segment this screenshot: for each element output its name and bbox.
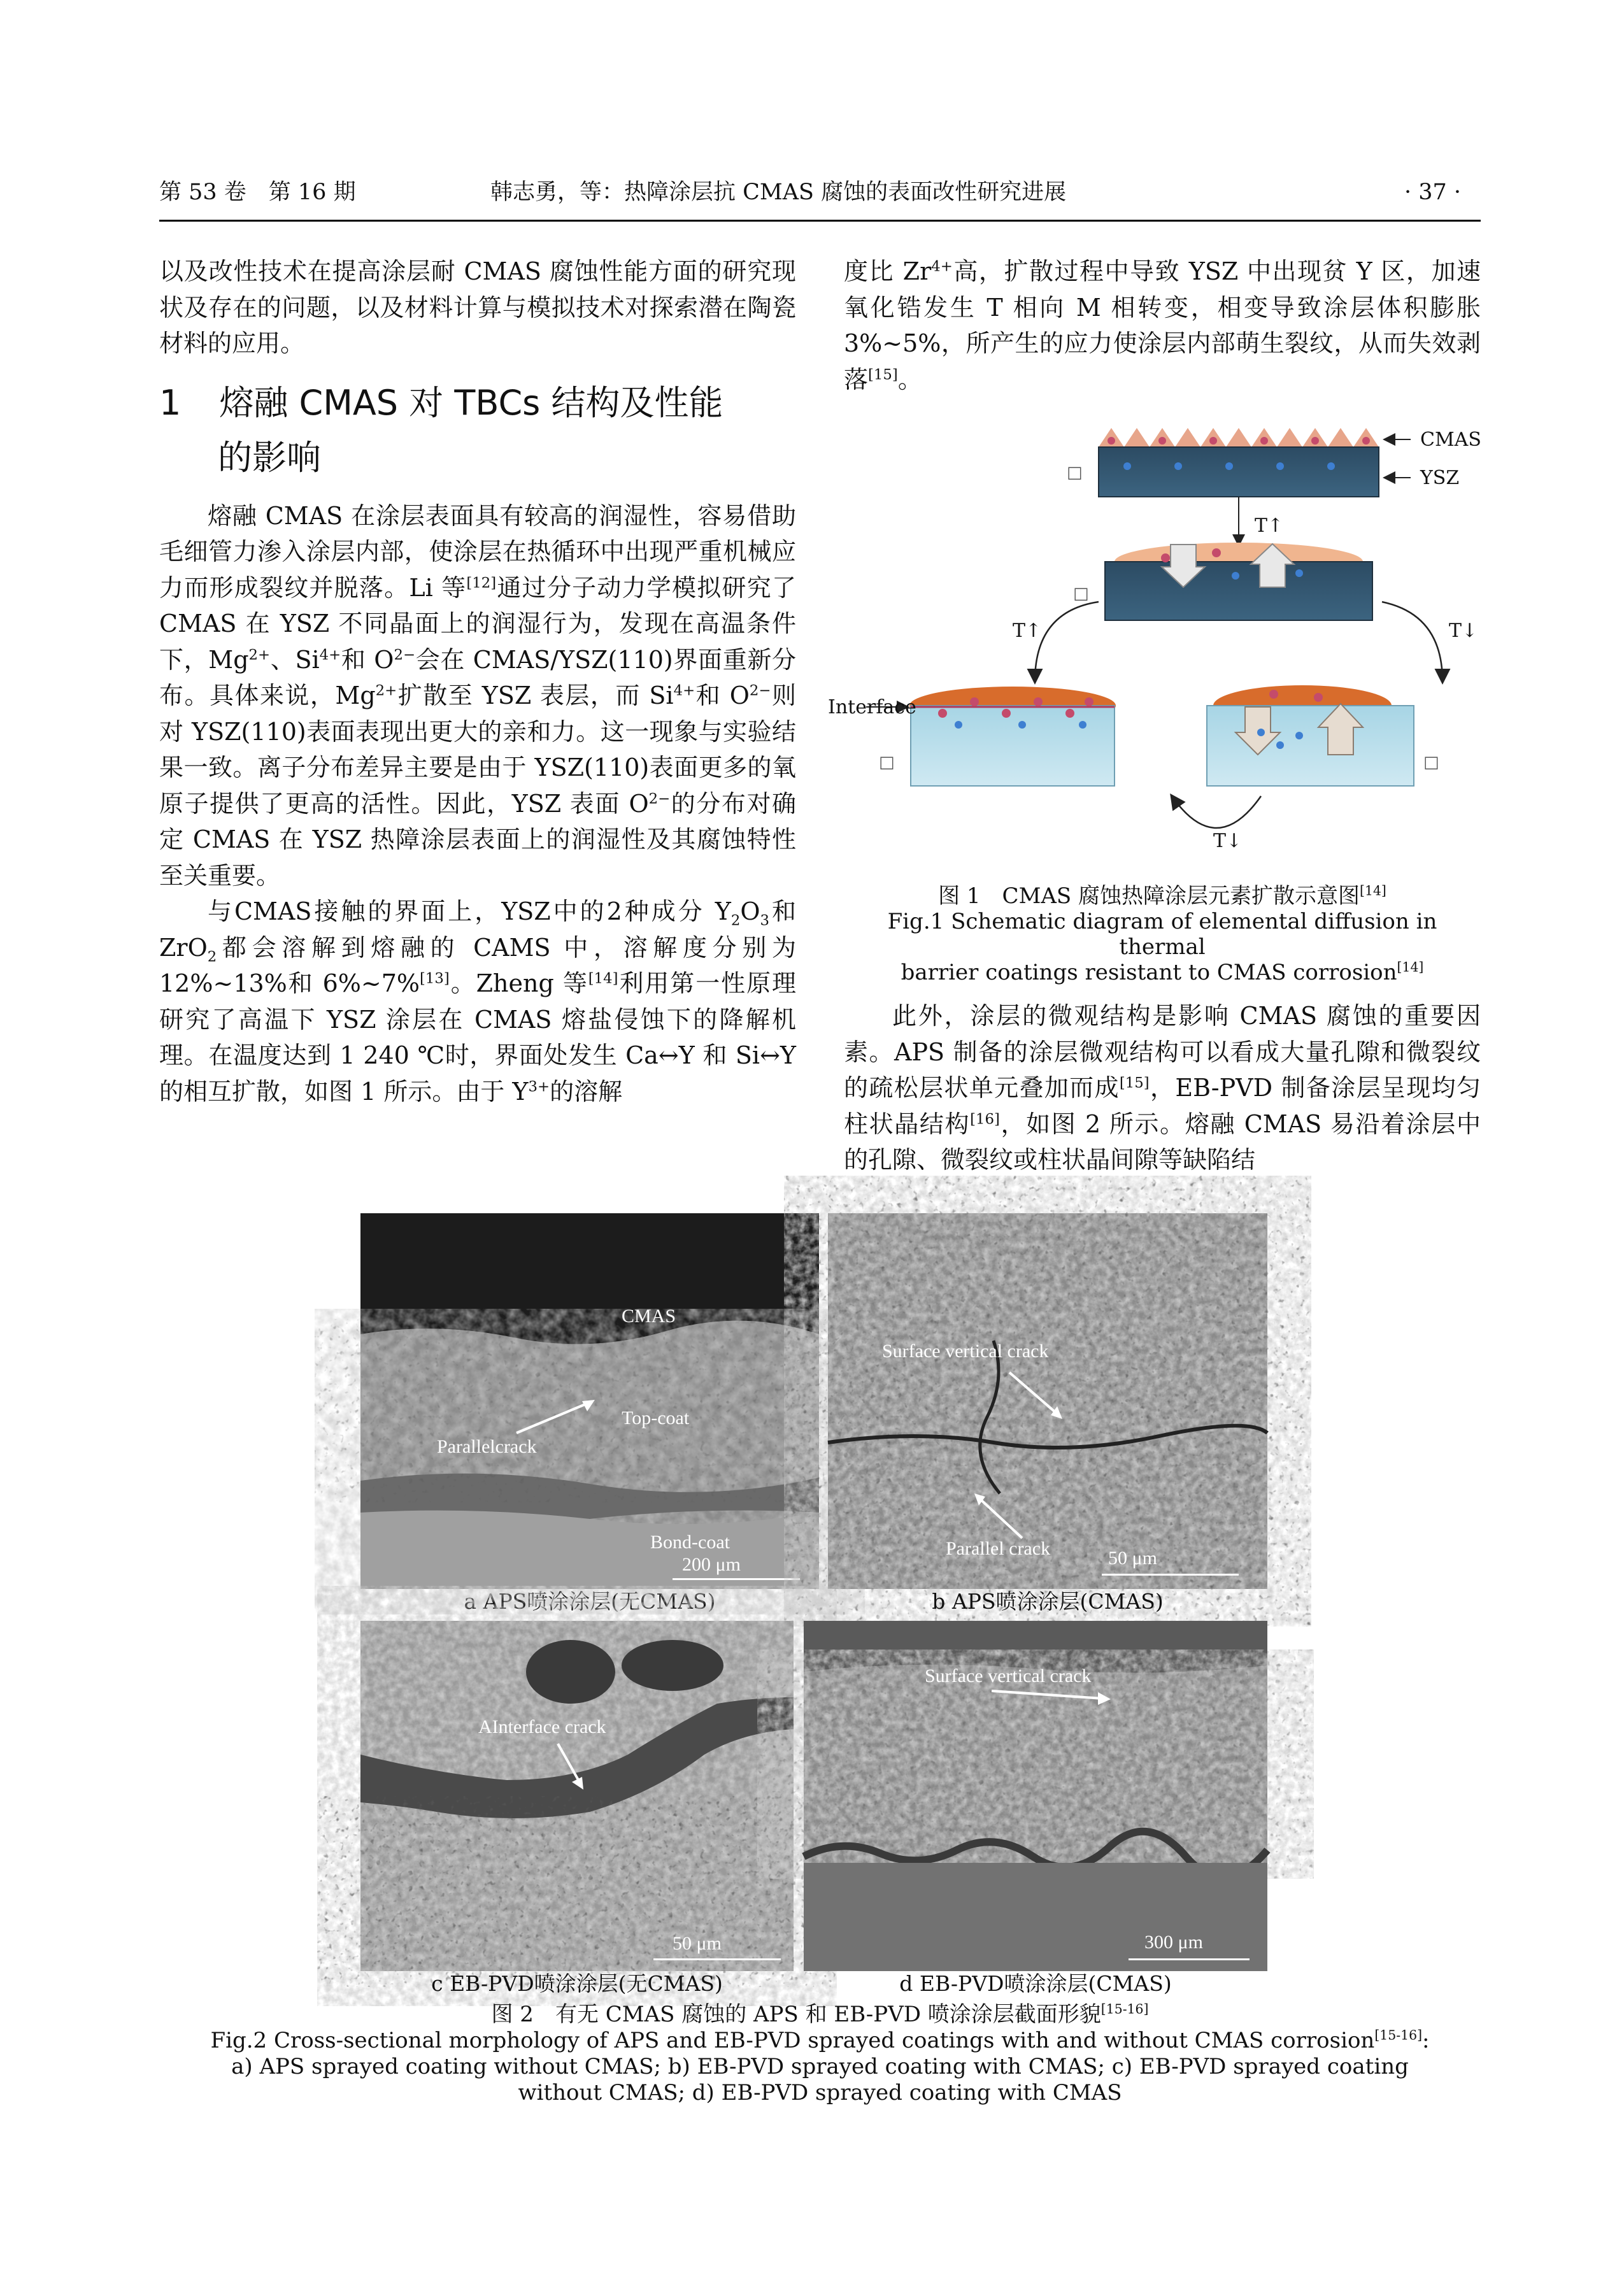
- bottom-right-ysz: [1207, 706, 1414, 786]
- body-paragraph-4: 此外，涂层的微观结构是影响 CMAS 腐蚀的重要因素。APS 制备的涂层微观结构可以看成大量孔隙和微裂纹的疏松层状单元叠加而成[15]，EB-PVD 制备涂层呈现均匀柱状晶结构[16]，如图 2 所示。熔融 CMAS 易沿着涂层中的孔隙、微裂纹或柱状晶间隙等缺陷结: [844, 1002, 1481, 1174]
- label-c-interface-crack: AInterface crack: [478, 1716, 606, 1737]
- section-title-line1: 熔融 CMAS 对 TBCs 结构及性能: [219, 382, 723, 423]
- label-t-up-1: T↑: [1255, 515, 1284, 537]
- box-mark-1: □: [1067, 463, 1083, 482]
- scale-bar-b: [1102, 1574, 1239, 1576]
- scale-bar-c: [653, 1958, 781, 1960]
- label-a-topcoat: Top-coat: [622, 1407, 690, 1429]
- body-paragraph-2: 与CMAS接触的界面上，YSZ中的2种成分 $Y_2O_3$和 ZrO$_2$都会溶解到熔融的 CAMS 中，溶解度分别为 12%~13%和 6%~7%[13]。Zheng 等[14]利用第一性原理研究了高温下 YSZ 涂层在 CMAS 熔盐侵蚀下的降解机理。在温度达到 1 240 ℃时，界面处发生 Ca↔Y 和 Si↔Y 的相互扩散，如图 1 所示。由于 $Y^{3+}$的溶解: [159, 897, 796, 1106]
- label-a-parallel-crack: Parallelcrack: [437, 1436, 537, 1457]
- scale-b: 50 μm: [1108, 1548, 1157, 1569]
- bottom-left-ysz: [911, 706, 1115, 786]
- box-mark-4: □: [1423, 753, 1439, 772]
- figure-2-panel-b: [828, 1213, 1267, 1589]
- right-column-top: [844, 253, 1481, 397]
- label-b-parallel-crack: Parallel crack: [946, 1538, 1051, 1559]
- box-mark-3: □: [879, 753, 895, 772]
- figure-1-caption-en-1: Fig.1 Schematic diagram of elemental diffusion in thermal: [887, 909, 1437, 960]
- label-d-vertical-crack: Surface vertical crack: [925, 1665, 1092, 1686]
- label-t-down-2: T↓: [1213, 830, 1243, 852]
- top-cmas-triangles: [1099, 428, 1379, 447]
- figure-1-caption-en-2: barrier coatings resistant to CMAS corrosion[14]: [901, 959, 1424, 985]
- intro-paragraph: 以及改性技术在提高涂层耐 CMAS 腐蚀性能方面的研究现状及存在的问题，以及材料计算与模拟技术对探索潜在陶瓷材料的应用。: [159, 257, 796, 357]
- scale-d: 300 μm: [1144, 1932, 1203, 1953]
- figure-2-label-b: b APS喷涂涂层(CMAS): [932, 1589, 1164, 1614]
- label-cmas: CMAS: [1420, 429, 1481, 451]
- middle-ysz-block: [1105, 562, 1372, 620]
- scale-c: 50 μm: [673, 1933, 722, 1954]
- scale-bar-a: [673, 1578, 800, 1580]
- figure-2-caption: [159, 2002, 1481, 2106]
- arrow-d: [988, 1685, 1116, 1710]
- figure-2-label-c: c EB-PVD喷涂涂层(无CMAS): [431, 1971, 723, 1996]
- scale-bar-d: [1129, 1958, 1250, 1960]
- top-ysz-block: [1099, 447, 1379, 497]
- figure-2-caption-en-1: Fig.2 Cross-sectional morphology of APS and EB-PVD sprayed coatings with and without CMAS corrosion[15-16]:: [210, 2027, 1430, 2053]
- body-paragraph-1: 熔融 CMAS 在涂层表面具有较高的润湿性，容易借助毛细管力渗入涂层内部，使涂层在热循环中出现严重机械应力而形成裂纹并脱落。Li 等[12]通过分子动力学模拟研究了 CMAS 在 YSZ 不同晶面上的润湿行为，发现在高温条件下，$Mg^{2+}$、$Si^{4+}$和 $O^{2-}$会在 CMAS/YSZ(110)界面重新分布。具体来说，$Mg^{2+}$扩散至 YSZ 表层，而 $Si^{4+}$和 $O^{2-}$则对 YSZ(110)表面表现出更大的亲和力。这一现象与实验结果一致。离子分布差异主要是由于 YSZ(110)表面更多的氧原子提供了更高的活性。因此，YSZ 表面 $O^{2-}$的分布对确定 CMAS 在 YSZ 热障涂层表面上的润湿性及其腐蚀特性至关重要。: [159, 501, 797, 890]
- label-b-vertical-crack: Surface vertical crack: [882, 1341, 1049, 1362]
- figure-2-panel-c: [360, 1621, 794, 1971]
- body-paragraph-3: 度比 $Zr^{4+}$高，扩散过程中导致 YSZ 中出现贫 Y 区，加速氧化锆发生 T 相向 M 相转变，相变导致涂层体积膨胀 3%~5%，所产生的应力使涂层内部萌生裂纹，从而失效剥落[15]。: [844, 257, 1481, 394]
- scale-a: 200 μm: [682, 1554, 741, 1575]
- arrow-a: [513, 1395, 602, 1439]
- figure-1-caption-cn: 图 1 CMAS 腐蚀热障涂层元素扩散示意图[14]: [938, 883, 1386, 909]
- figure-1-svg: [828, 414, 1484, 873]
- label-a-cmas: CMAS: [622, 1306, 676, 1327]
- right-column-bottom: [844, 998, 1481, 1178]
- arrow-c: [552, 1739, 596, 1796]
- arrow-b1: [1006, 1369, 1070, 1427]
- figure-2-panel-a: [360, 1213, 819, 1589]
- figure-1-caption: [844, 883, 1481, 985]
- label-t-up-2: T↑: [1013, 620, 1042, 642]
- label-interface: Interface: [828, 696, 916, 718]
- figure-1-schematic: [828, 414, 1484, 873]
- figure-2-panel-d: [804, 1621, 1267, 1971]
- figure-2-label-d: d EB-PVD喷涂涂层(CMAS): [899, 1971, 1172, 1996]
- figure-2-label-a: a APS喷涂涂层(无CMAS): [464, 1589, 716, 1614]
- header-rule: [159, 220, 1481, 222]
- label-ysz: YSZ: [1420, 467, 1460, 489]
- left-column: [159, 253, 796, 1109]
- page-number: · 37 ·: [1404, 180, 1462, 205]
- figure-2-caption-en-3: without CMAS; d) EB-PVD sprayed coating with CMAS: [518, 2080, 1122, 2105]
- figure-2-caption-en-2: a) APS sprayed coating without CMAS; b) EB-PVD sprayed coating with CMAS; c) EB-PVD sprayed coating: [231, 2054, 1409, 2079]
- section-number: 1: [159, 382, 182, 423]
- label-t-down-1: T↓: [1449, 620, 1478, 642]
- section-title-line2: 的影响: [218, 437, 321, 478]
- journal-volume-issue: 第 53 卷 第 16 期: [159, 180, 356, 205]
- figure-2-caption-cn: 图 2 有无 CMAS 腐蚀的 APS 和 EB-PVD 喷涂涂层截面形貌[15-16]: [491, 2001, 1149, 2027]
- running-title: 韩志勇，等：热障涂层抗 CMAS 腐蚀的表面改性研究进展: [490, 180, 1067, 205]
- box-mark-2: □: [1073, 584, 1089, 603]
- label-a-bondcoat: Bond-coat: [650, 1532, 730, 1553]
- section-heading: [159, 376, 796, 485]
- micrograph-c: [360, 1621, 794, 1971]
